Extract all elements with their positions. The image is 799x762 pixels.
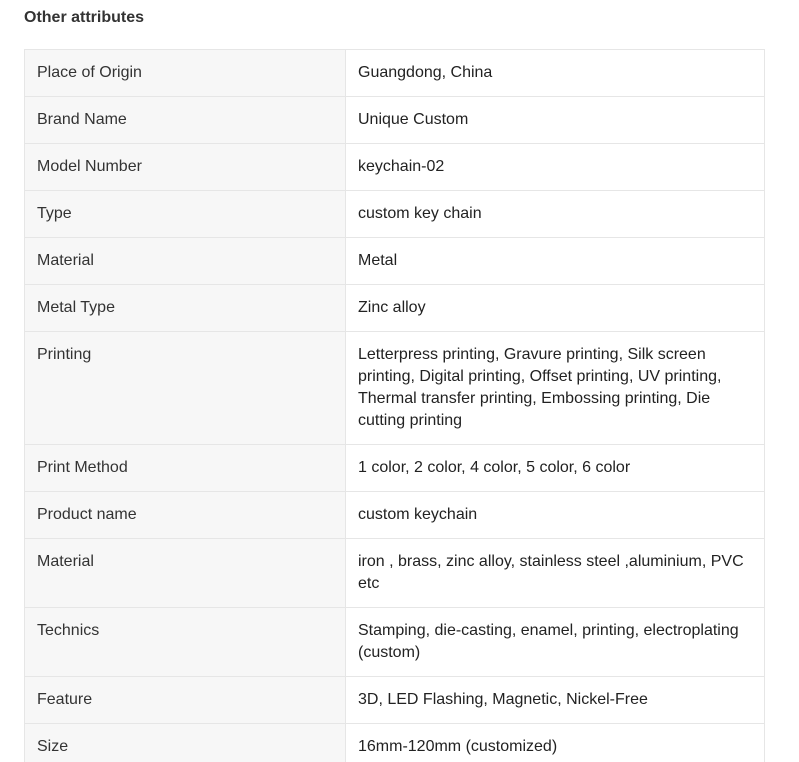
- attribute-row: [25, 332, 765, 445]
- attribute-value: Guangdong, China: [346, 50, 765, 97]
- attribute-label: Place of Origin: [25, 50, 346, 97]
- attribute-row: [25, 285, 765, 332]
- attribute-label: Type: [25, 191, 346, 238]
- attribute-row: [25, 492, 765, 539]
- attribute-label: Product name: [25, 492, 346, 539]
- attribute-value: Metal: [346, 238, 765, 285]
- attributes-table-body: [25, 50, 765, 762]
- attribute-value: Letterpress printing, Gravure printing, Silk screen printing, Digital printing, Offset printing, UV printing, Thermal transfer printing, Embossing printing, Die cutting printing: [346, 332, 765, 445]
- attribute-row: [25, 677, 765, 724]
- attribute-row: [25, 724, 765, 762]
- attribute-value: Unique Custom: [346, 97, 765, 144]
- attribute-row: [25, 191, 765, 238]
- attribute-label: Material: [25, 238, 346, 285]
- attribute-label: Brand Name: [25, 97, 346, 144]
- attributes-table: [24, 49, 765, 762]
- attribute-label: Size: [25, 724, 346, 762]
- attribute-value: custom keychain: [346, 492, 765, 539]
- attribute-row: [25, 608, 765, 677]
- attribute-value: iron , brass, zinc alloy, stainless steel ,aluminium, PVC etc: [346, 539, 765, 608]
- attribute-label: Printing: [25, 332, 346, 445]
- attribute-value: 16mm-120mm (customized): [346, 724, 765, 762]
- attribute-label: Metal Type: [25, 285, 346, 332]
- attribute-row: [25, 539, 765, 608]
- attribute-row: [25, 238, 765, 285]
- section-title: Other attributes: [24, 9, 145, 26]
- attribute-label: Technics: [25, 608, 346, 677]
- attribute-value: custom key chain: [346, 191, 765, 238]
- attribute-value: 1 color, 2 color, 4 color, 5 color, 6 color: [346, 445, 765, 492]
- attribute-value: Zinc alloy: [346, 285, 765, 332]
- attribute-row: [25, 50, 765, 97]
- attribute-value: Stamping, die-casting, enamel, printing, electroplating (custom): [346, 608, 765, 677]
- attribute-value: 3D, LED Flashing, Magnetic, Nickel-Free: [346, 677, 765, 724]
- attribute-row: [25, 97, 765, 144]
- attribute-label: Material: [25, 539, 346, 608]
- attribute-row: [25, 445, 765, 492]
- attribute-label: Feature: [25, 677, 346, 724]
- attribute-label: Print Method: [25, 445, 346, 492]
- attribute-value: keychain-02: [346, 144, 765, 191]
- attribute-row: [25, 144, 765, 191]
- attribute-label: Model Number: [25, 144, 346, 191]
